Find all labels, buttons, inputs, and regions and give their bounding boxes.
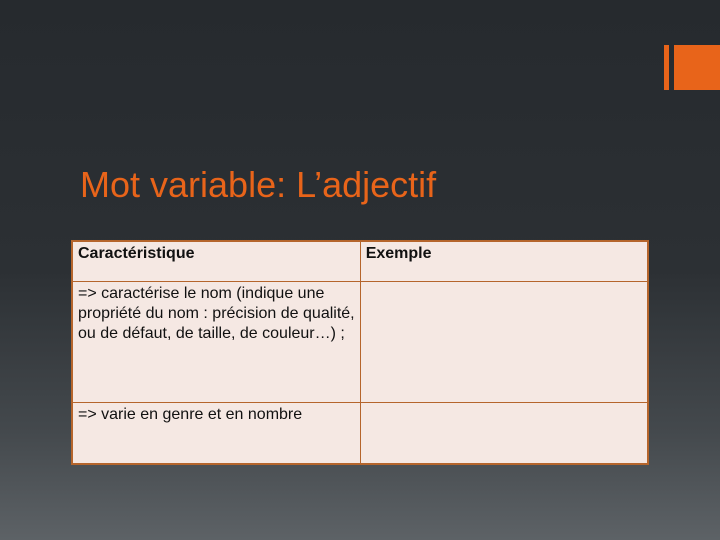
table-row [72,403,648,465]
table-header-row [72,241,648,282]
table-cell-exemple [360,282,648,403]
table-row [72,282,648,403]
accent-bar-thin [664,45,669,90]
header-exemple: Exemple [360,241,648,282]
content-table [71,240,649,465]
table-cell-exemple [360,403,648,465]
slide-title: Mot variable: L’adjectif [80,164,437,205]
accent-bar-thick [674,45,720,90]
table-cell-caracteristique: => caractérise le nom (indique une propriété du nom : précision de qualité, ou de défaut, de taille, de couleur…) ; [72,282,360,403]
table-cell-caracteristique: => varie en genre et en nombre [72,403,360,465]
header-caracteristique: Caractéristique [72,241,360,282]
